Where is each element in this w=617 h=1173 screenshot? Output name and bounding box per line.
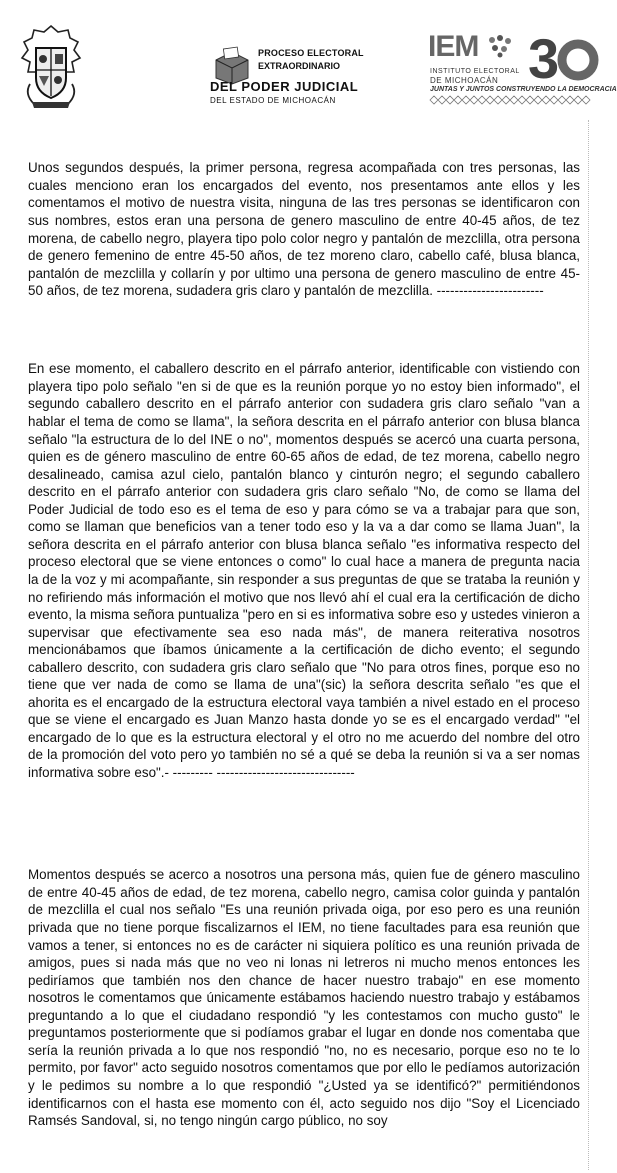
- poder-judicial-logo: [206, 44, 364, 124]
- iem-acronym: IEM: [428, 30, 479, 63]
- iem-logo: [428, 26, 617, 116]
- iem-slogan: JUNTAS Y JUNTOS CONSTRUYENDO LA DEMOCRACIA: [430, 86, 617, 93]
- pj-line-3: DEL PODER JUDICIAL: [210, 79, 359, 94]
- iem-line-1: INSTITUTO ELECTORAL: [430, 68, 520, 75]
- pj-line-2: EXTRAORDINARIO: [258, 61, 341, 71]
- star-cluster-icon: [486, 34, 514, 58]
- body-paragraph-2: En ese momento, el caballero descrito en el párrafo anterior, identificable con vistiendo con playera tipo polo señalo "en si de que es la reunión porque yo no estoy bien informado", el segundo caballero descrito en el párrafo anterior con sudadera gris claro señalo "van a hablar el tema de como se llama", la señora descrita en el párrafo anterior con blusa blanca señalo "la estructura de lo del INE o no", momentos después se acercó una cuarta persona, quien es de género masculino de entre 60-65 años de edad, de tez morena, cabello negro desalineado, camisa azul cielo, pantalón blanco y cinturón negro; el segundo caballero descrito en el párrafo anterior con sudadera gris claro señalo "No, de como se llama del Poder Judicial de todo eso es el tema de eso y para cómo se va a trabajar para que son, como se llaman que beneficios van a tener todo eso y la va a dar como se llama Juan", la señora descrita en el párrafo anterior con blusa blanca señalo "es informativa respecto del proceso electoral que se viene entonces o como" lo cual hace a manera de pregunta nacia la de la voz y mi acompañante, sin responder a sus preguntas de que se trataba la reunión y no refiriendo más información el motivo que nos llevó ahí el cual era la certificación de dicho evento, la misma señora puntualiza "pero en si es informativa sobre eso y ustedes vinieron a supervisar que efectivamente sea eso nada más", de manera reiterativa nosotros mencionábamos que íbamos únicamente a la certificación de dicho evento; el segundo caballero descrito, con sudadera gris claro señalo que "No para otros fines, porque eso no tiene que ver nada de como se llama de una"(sic) la señora descrita señalo "es que el ahorita es el encargado de la estructura electoral vaya también a nivel estado en el proceso que se viene el encargado es Juan Manzo hasta donde yo se es el encargado verdad" "el encargado de lo que es la estructura electoral y el otro no me acuerdo del nombre del otro de la promoción del voto pero yo también no sé a qué se deba la reunión si va a ser nomas informativa sobre eso".- --------- -------------------------------: [28, 361, 580, 780]
- svg-text:3: 3: [528, 27, 560, 90]
- scan-edge-marks: [580, 120, 589, 1170]
- decorative-pattern-icon: [430, 96, 590, 104]
- body-paragraph-3: Momentos después se acerco a nosotros una persona más, quien fue de género masculino de entre 40-45 años de edad, de tez morena, cabello negro, camisa color guinda y pantalón de mezclilla el cual nos señalo "Es una reunión privada oiga, por eso pero es una reunión privada que no tiene porque fiscalizarnos el IEM, no tiene facultades para esa reunión que vamos a tener, si entonces no es de carácter ni siquiera político es una reunión privada de amigos, pues si nada más que no veo ni lonas ni letreros ni mucho menos entonces les pediríamos que también nos den chance de hacer nuestro trabajo" en ese momento nosotros le comentamos que únicamente estábamos haciendo nuestro trabajo y estábamos preguntando a lo que el ciudadano respondió "y les contestamos con mucho gusto" le preguntamos posteriormente que si podíamos grabar el lugar en donde nos comentaba que sería la reunión privada a lo que nos respondió "no, no es necesario, porque eso no te lo permito, por favor" acto seguido nosotros comentamos que por ello le pedíamos autorización y le pedimos su nombre a lo que respondió "¿Usted ya se identificó?" permitiéndonos identificarnos con el hasta ese momento con él, acto seguido nos dijo "Soy el Licenciado Ramsés Sandoval, si, no tengo ningún cargo público, no soy: [28, 867, 580, 1129]
- pj-line-1: PROCESO ELECTORAL: [258, 48, 364, 58]
- coat-of-arms-icon: [18, 22, 84, 110]
- anniversary-30-icon: [528, 28, 593, 88]
- body-paragraph-1: Unos segundos después, la primer persona, regresa acompañada con tres personas, las cuales menciono eran los encargados del evento, nos presentamos ante ellos y les comentamos el motivo de nuestra visita, ninguna de las tres personas se identificaron con sus nombres, estos eran una persona de genero masculino de entre 40-45 años, de tez morena, de cabello negro, playera tipo polo color negro y pantalón de mezclilla, otra persona de genero femenino de entre 45-50 años, de tez moreno claro, cabello café, blusa blanca, pantalón de mezclilla y collarín y por ultimo una persona de genero masculino de entre 45-50 años, de tez morena, sudadera gris claro y pantalón de mezclilla. ------------------------: [28, 160, 580, 299]
- iem-line-2: DE MICHOACÁN: [430, 76, 499, 85]
- pj-line-4: DEL ESTADO DE MICHOACÁN: [210, 96, 336, 105]
